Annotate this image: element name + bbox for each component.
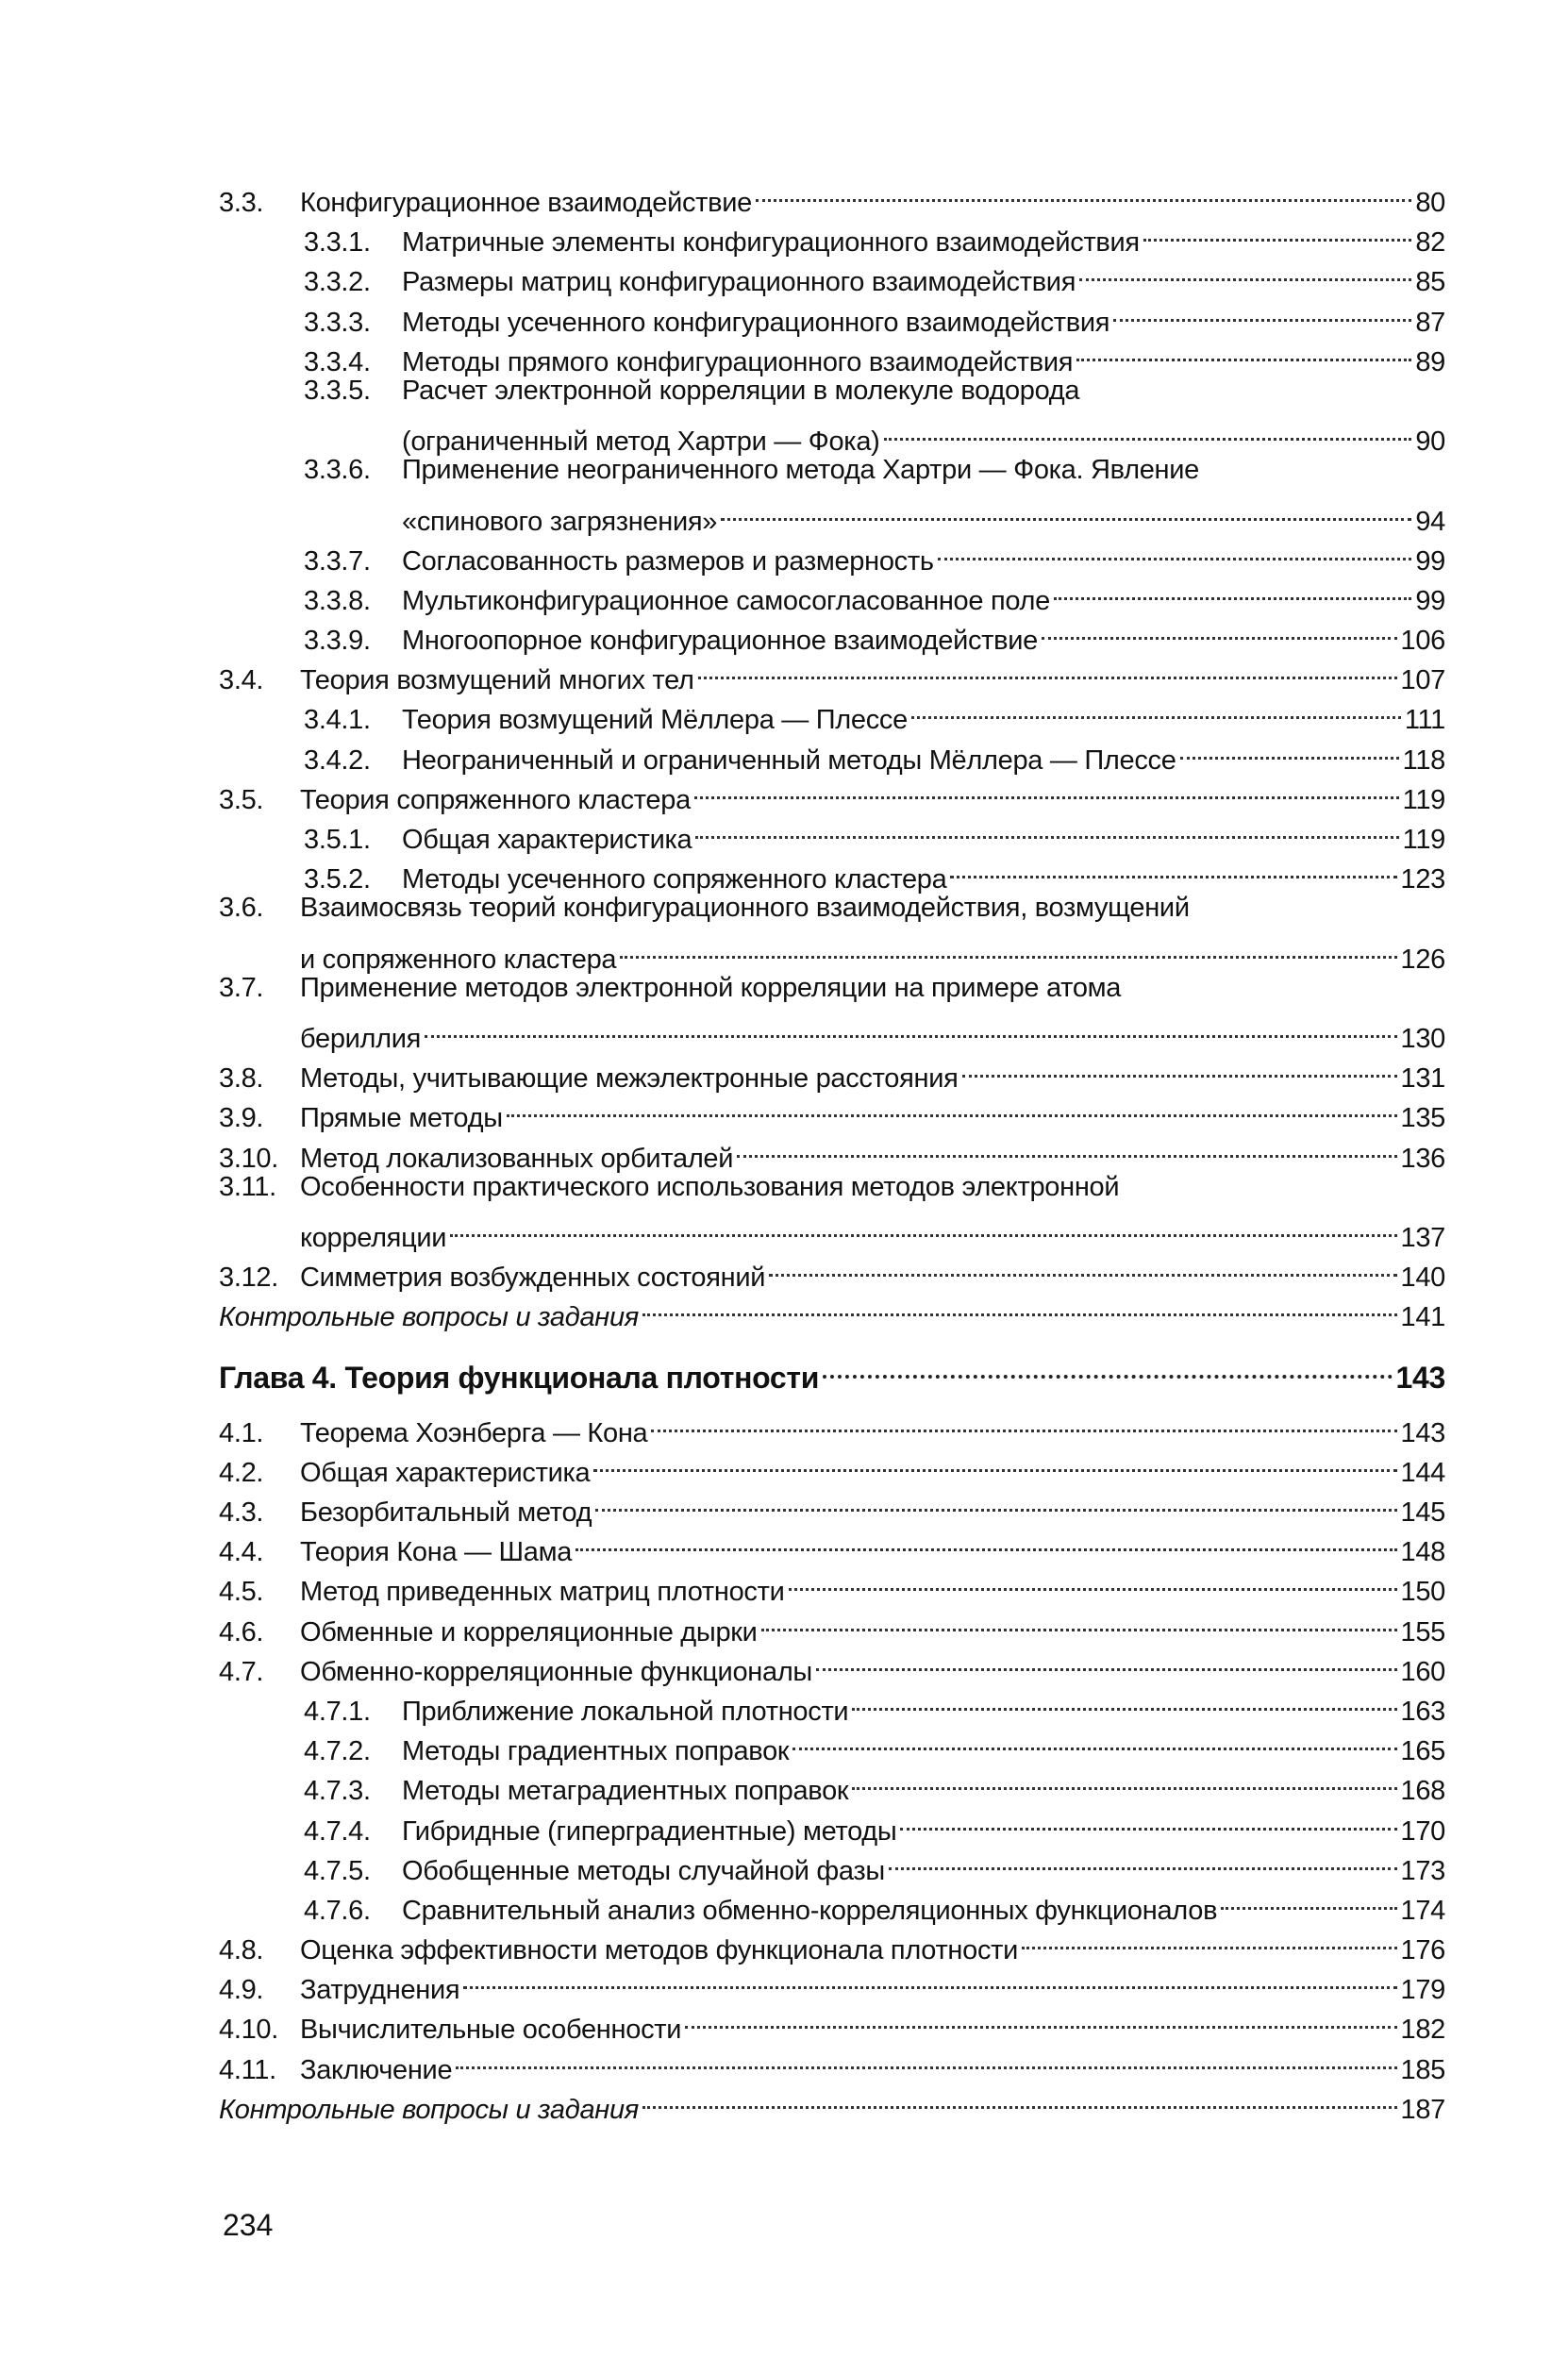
toc-entry-page: 182 [1400, 2015, 1445, 2046]
dot-leader [852, 1681, 1396, 1720]
toc-entry-page: 136 [1400, 1143, 1445, 1174]
dot-leader [651, 1402, 1396, 1442]
toc-entry-number: 4.4. [219, 1537, 264, 1568]
toc-entry-number: 4.2. [219, 1457, 264, 1488]
toc-entry[interactable] [219, 331, 1445, 377]
toc-entry-page: 160 [1400, 1656, 1445, 1687]
dot-leader [456, 2039, 1396, 2079]
toc-entry[interactable] [219, 450, 1445, 490]
toc-entry-title: Мультиконфигурационное самосогласованное поле [402, 585, 1050, 616]
toc-entry[interactable] [219, 1760, 1445, 1807]
toc-entry[interactable] [219, 1167, 1445, 1207]
toc-entry-page: 185 [1400, 2054, 1445, 2085]
toc-entry-number: 4.7.1. [304, 1696, 371, 1727]
toc-entry-title: Размеры матриц конфигурационного взаимодействия [402, 267, 1076, 298]
toc-entry-page: 143 [1400, 1417, 1445, 1448]
toc-entry[interactable] [219, 1047, 1445, 1095]
toc-entry-number: 4.7.3. [304, 1776, 371, 1807]
toc-entry[interactable] [219, 1286, 1445, 1333]
dot-leader [620, 928, 1396, 968]
toc-entry-number: 4.1. [219, 1417, 264, 1448]
toc-entry[interactable] [219, 211, 1445, 259]
dot-leader [721, 491, 1411, 530]
toc-entry[interactable] [219, 968, 1445, 1008]
toc-entry-title-continuation: корреляции [300, 1222, 447, 1253]
toc-entry[interactable] [219, 2079, 1445, 2125]
dot-leader [852, 1760, 1396, 1799]
toc-entry-title: Контрольные вопросы и задания [219, 2094, 639, 2125]
toc-entry-page: 131 [1400, 1063, 1445, 1095]
toc-entry-title: Гибридные (гиперградиентные) методы [402, 1815, 897, 1847]
toc-entry-page: 106 [1400, 626, 1445, 657]
toc-entry-page: 99 [1415, 585, 1445, 616]
toc-entry-number: 3.3.7. [304, 545, 371, 577]
toc-entry[interactable] [219, 1561, 1445, 1608]
toc-entry[interactable] [219, 1959, 1445, 2006]
dot-leader [1143, 211, 1411, 251]
toc-entry-page: 99 [1415, 545, 1445, 577]
dot-leader [911, 689, 1401, 728]
toc-entry[interactable] [219, 570, 1445, 616]
toc-entry-number: 3.6. [219, 893, 264, 924]
toc-entry[interactable] [219, 769, 1445, 815]
toc-entry-page: 118 [1402, 744, 1445, 776]
toc-entry[interactable] [219, 1481, 1445, 1528]
toc-entry-title: Методы градиентных поправок [402, 1736, 790, 1767]
toc-entry-title: Взаимосвязь теорий конфигурационного взаимодействия, возмущений [300, 893, 1190, 924]
toc-entry-page: 135 [1400, 1103, 1445, 1134]
toc-entry-number: 3.3.9. [304, 626, 371, 657]
toc-entry-page: 80 [1415, 188, 1445, 218]
dot-leader [694, 769, 1399, 809]
dot-leader [507, 1087, 1397, 1127]
toc-entry-title: Глава 4. Теория функционала плотности [219, 1361, 820, 1396]
dot-leader [1180, 729, 1399, 769]
toc-entry-number: 4.6. [219, 1616, 264, 1647]
dot-leader [1079, 251, 1411, 291]
toc-entry[interactable] [219, 1641, 1445, 1687]
dot-leader [1221, 1880, 1396, 1919]
toc-entry-page: 126 [1400, 944, 1445, 975]
toc-entry-title: Сравнительный анализ обменно-корреляционных функционалов [402, 1895, 1218, 1926]
dot-leader [425, 1008, 1396, 1047]
toc-entry-title: Общая характеристика [300, 1457, 591, 1488]
dot-leader [792, 1720, 1396, 1760]
toc-entry-title: Конфигурационное взаимодействие [300, 188, 752, 218]
toc-entry-number: 4.3. [219, 1497, 264, 1528]
toc-entry-number: 3.3.4. [304, 346, 371, 377]
toc-entry[interactable] [219, 1601, 1445, 1647]
toc-entry-number: 4.7.2. [304, 1736, 371, 1767]
toc-entry-page: 163 [1400, 1696, 1445, 1727]
toc-entry[interactable] [219, 1087, 1445, 1134]
toc-entry[interactable] [219, 1681, 1445, 1727]
toc-entry-title: Оценка эффективности методов функционала плотности [300, 1935, 1019, 1966]
toc-entry-number: 4.11. [219, 2054, 276, 2085]
toc-entry-title: Многоопорное конфигурационное взаимодействие [402, 626, 1038, 657]
toc-entry[interactable] [219, 172, 1445, 218]
toc-entry-page: 148 [1400, 1537, 1445, 1568]
dot-leader [698, 649, 1397, 689]
toc-entry-number: 4.7.6. [304, 1895, 371, 1926]
dot-leader [884, 410, 1412, 450]
toc-entry-number: 4.5. [219, 1577, 264, 1608]
dot-leader [889, 1840, 1397, 1880]
dot-leader [900, 1800, 1396, 1840]
toc-entry-number: 3.3.8. [304, 585, 371, 616]
toc-entry[interactable] [219, 1880, 1445, 1926]
toc-entry-number: 4.10. [219, 2015, 278, 2046]
dot-leader [950, 848, 1396, 888]
toc-entry[interactable] [219, 1919, 1445, 1966]
dot-leader [642, 2079, 1397, 2118]
toc-entry-title-continuation: (ограниченный метод Хартри — Фока) [402, 426, 880, 458]
toc-entry-title: Приближение локальной плотности [402, 1696, 849, 1727]
table-of-contents [219, 172, 1445, 2125]
toc-entry-number: 3.3.1. [304, 227, 371, 259]
toc-entry-number: 4.9. [219, 1975, 264, 2006]
toc-entry[interactable] [219, 292, 1445, 338]
toc-entry[interactable] [219, 649, 1445, 696]
toc-entry[interactable] [219, 1840, 1445, 1886]
toc-entry-title: Метод приведенных матриц плотности [300, 1577, 785, 1608]
toc-entry-page: 174 [1400, 1895, 1445, 1926]
dot-leader [761, 1601, 1397, 1641]
toc-entry[interactable] [219, 2039, 1445, 2085]
toc-entry-title: Теория сопряженного кластера [300, 784, 691, 815]
page-number: 234 [223, 2208, 274, 2242]
toc-entry-page: 150 [1400, 1577, 1445, 1608]
toc-entry[interactable] [219, 1999, 1445, 2046]
toc-entry[interactable] [219, 1800, 1445, 1847]
dot-leader [823, 1348, 1392, 1388]
toc-entry-title: Вычислительные особенности [300, 2015, 682, 2046]
dot-leader [816, 1641, 1397, 1681]
toc-entry-number: 3.10. [219, 1143, 278, 1174]
toc-entry-title: Теория возмущений многих тел [300, 665, 694, 696]
toc-entry-title: Применение методов электронной корреляции на примере атома [300, 972, 1122, 1003]
toc-entry-title-continuation: и сопряженного кластера [300, 944, 617, 975]
toc-entry-number: 3.4.2. [304, 744, 371, 776]
toc-entry-page: 140 [1400, 1263, 1445, 1294]
toc-entry-number: 3.3. [219, 188, 264, 218]
toc-entry-title: Обменные и корреляционные дырки [300, 1616, 758, 1647]
toc-entry[interactable] [219, 848, 1445, 895]
dot-leader [642, 1286, 1397, 1326]
dot-leader [593, 1442, 1396, 1481]
dot-leader [962, 1047, 1397, 1087]
dot-leader [695, 809, 1398, 848]
dot-leader [450, 1207, 1396, 1246]
toc-entry-title: Теория Кона — Шама [300, 1537, 573, 1568]
toc-entry-title: Неограниченный и ограниченный методы Мёллера — Плессе [402, 744, 1176, 776]
toc-entry-page: 87 [1415, 307, 1445, 338]
toc-entry-title: Применение неограниченного метода Хартри — Фока. Явление [402, 455, 1199, 486]
toc-entry-title: Методы усеченного сопряженного кластера [402, 864, 947, 895]
toc-entry-title: Особенности практического использования методов электронной [300, 1171, 1120, 1202]
toc-entry-page: 130 [1400, 1023, 1445, 1054]
toc-entry[interactable] [219, 729, 1445, 776]
chapter-heading[interactable] [219, 1348, 1445, 1396]
toc-entry-page: 141 [1400, 1302, 1445, 1333]
toc-entry-title: Согласованность размеров и размерность [402, 545, 934, 577]
toc-entry-number: 4.7. [219, 1656, 264, 1687]
toc-entry-page: 111 [1404, 705, 1445, 736]
toc-entry[interactable] [219, 371, 1445, 410]
dot-leader [769, 1246, 1396, 1286]
toc-entry-title-continuation: «спинового загрязнения» [402, 506, 718, 537]
toc-entry-number: 3.5. [219, 784, 264, 815]
toc-entry-number: 3.7. [219, 972, 264, 1003]
toc-entry-page: 94 [1415, 506, 1445, 537]
dot-leader [595, 1481, 1396, 1521]
toc-entry-page: 85 [1415, 267, 1445, 298]
dot-leader [1054, 570, 1411, 610]
toc-entry-number: 4.7.5. [304, 1855, 371, 1886]
toc-entry-number: 3.12. [219, 1263, 278, 1294]
toc-entry-title: Теория возмущений Мёллера — Плессе [402, 705, 908, 736]
toc-entry-page: 82 [1415, 227, 1445, 259]
toc-entry-title-continuation: бериллия [300, 1023, 422, 1054]
toc-entry-title: Общая характеристика [402, 825, 692, 855]
toc-entry[interactable] [219, 610, 1445, 657]
toc-entry[interactable] [219, 809, 1445, 855]
dot-leader [575, 1521, 1396, 1561]
toc-entry-continuation[interactable] [219, 491, 1445, 537]
toc-entry-title: Методы прямого конфигурационного взаимодействия [402, 346, 1074, 377]
toc-entry-number: 4.7.4. [304, 1815, 371, 1847]
toc-entry[interactable] [219, 1128, 1445, 1174]
toc-entry[interactable] [219, 251, 1445, 298]
toc-entry-title: Матричные элементы конфигурационного взаимодействия [402, 227, 1140, 259]
toc-entry-number: 3.3.3. [304, 307, 371, 338]
toc-entry-page: 179 [1400, 1975, 1445, 2006]
toc-entry-title: Затруднения [300, 1975, 460, 2006]
dot-leader [789, 1561, 1397, 1600]
toc-entry-title: Симметрия возбужденных состояний [300, 1263, 766, 1294]
toc-entry-page: 144 [1400, 1457, 1445, 1488]
toc-entry-page: 89 [1415, 346, 1445, 377]
dot-leader [1113, 292, 1411, 331]
toc-entry-page: 145 [1400, 1497, 1445, 1528]
toc-entry-number: 4.8. [219, 1935, 264, 1966]
dot-leader [737, 1128, 1396, 1167]
dot-leader [1022, 1919, 1396, 1959]
toc-entry-number: 3.5.2. [304, 864, 371, 895]
toc-entry-continuation[interactable] [219, 410, 1445, 458]
toc-entry-page: 155 [1400, 1616, 1445, 1647]
toc-entry-number: 3.11. [219, 1171, 276, 1202]
dot-leader [756, 172, 1411, 211]
toc-entry-title: Заключение [300, 2054, 453, 2085]
toc-entry[interactable] [219, 888, 1445, 928]
toc-entry-page: 119 [1402, 825, 1445, 855]
dot-leader [1076, 331, 1411, 371]
dot-leader [938, 530, 1412, 570]
toc-entry[interactable] [219, 1521, 1445, 1568]
toc-entry-page: 90 [1415, 426, 1445, 458]
toc-entry[interactable] [219, 1402, 1445, 1448]
dot-leader [1042, 610, 1397, 649]
toc-entry-number: 3.3.2. [304, 267, 371, 298]
toc-entry-number: 3.4. [219, 665, 264, 696]
toc-entry-number: 3.9. [219, 1103, 264, 1134]
toc-entry-title: Методы усеченного конфигурационного взаимодействия [402, 307, 1110, 338]
toc-entry-number: 3.3.6. [304, 455, 371, 486]
dot-leader [463, 1959, 1396, 1999]
toc-entry-page: 170 [1400, 1815, 1445, 1847]
toc-entry-page: 137 [1400, 1222, 1445, 1253]
toc-entry-number: 3.3.5. [304, 375, 371, 406]
toc-entry-title: Обобщенные методы случайной фазы [402, 1855, 885, 1886]
toc-entry[interactable] [219, 530, 1445, 577]
toc-entry-title: Прямые методы [300, 1103, 503, 1134]
toc-entry-title: Методы метаградиентных поправок [402, 1776, 849, 1807]
toc-entry-continuation[interactable] [219, 928, 1445, 975]
toc-entry[interactable] [219, 689, 1445, 736]
toc-entry[interactable] [219, 1246, 1445, 1294]
toc-entry-number: 3.5.1. [304, 825, 371, 855]
toc-entry[interactable] [219, 1442, 1445, 1488]
toc-entry-title: Расчет электронной корреляции в молекуле водорода [402, 375, 1080, 406]
toc-entry-title: Метод локализованных орбиталей [300, 1143, 734, 1174]
toc-entry-page: 107 [1400, 665, 1445, 696]
toc-entry-page: 165 [1400, 1736, 1445, 1767]
toc-entry-page: 176 [1400, 1935, 1445, 1966]
toc-entry-page: 173 [1400, 1855, 1445, 1886]
toc-entry-continuation[interactable] [219, 1008, 1445, 1054]
toc-entry-page: 123 [1400, 864, 1445, 895]
toc-entry-page: 187 [1400, 2094, 1445, 2125]
toc-entry-number: 3.4.1. [304, 705, 371, 736]
toc-entry-continuation[interactable] [219, 1207, 1445, 1253]
toc-entry-title: Методы, учитывающие межэлектронные расстояния [300, 1063, 959, 1095]
toc-entry-title: Контрольные вопросы и задания [219, 1302, 639, 1333]
toc-entry-page: 168 [1400, 1776, 1445, 1807]
toc-entry-title: Безорбитальный метод [300, 1497, 592, 1528]
toc-entry-page: 119 [1402, 784, 1445, 815]
dot-leader [685, 1999, 1396, 2038]
toc-entry-title: Теорема Хоэнберга — Кона [300, 1417, 648, 1448]
toc-entry-title: Обменно-корреляционные функционалы [300, 1656, 812, 1687]
toc-entry-number: 3.8. [219, 1063, 264, 1095]
toc-entry[interactable] [219, 1720, 1445, 1767]
toc-entry-page: 143 [1395, 1361, 1445, 1396]
